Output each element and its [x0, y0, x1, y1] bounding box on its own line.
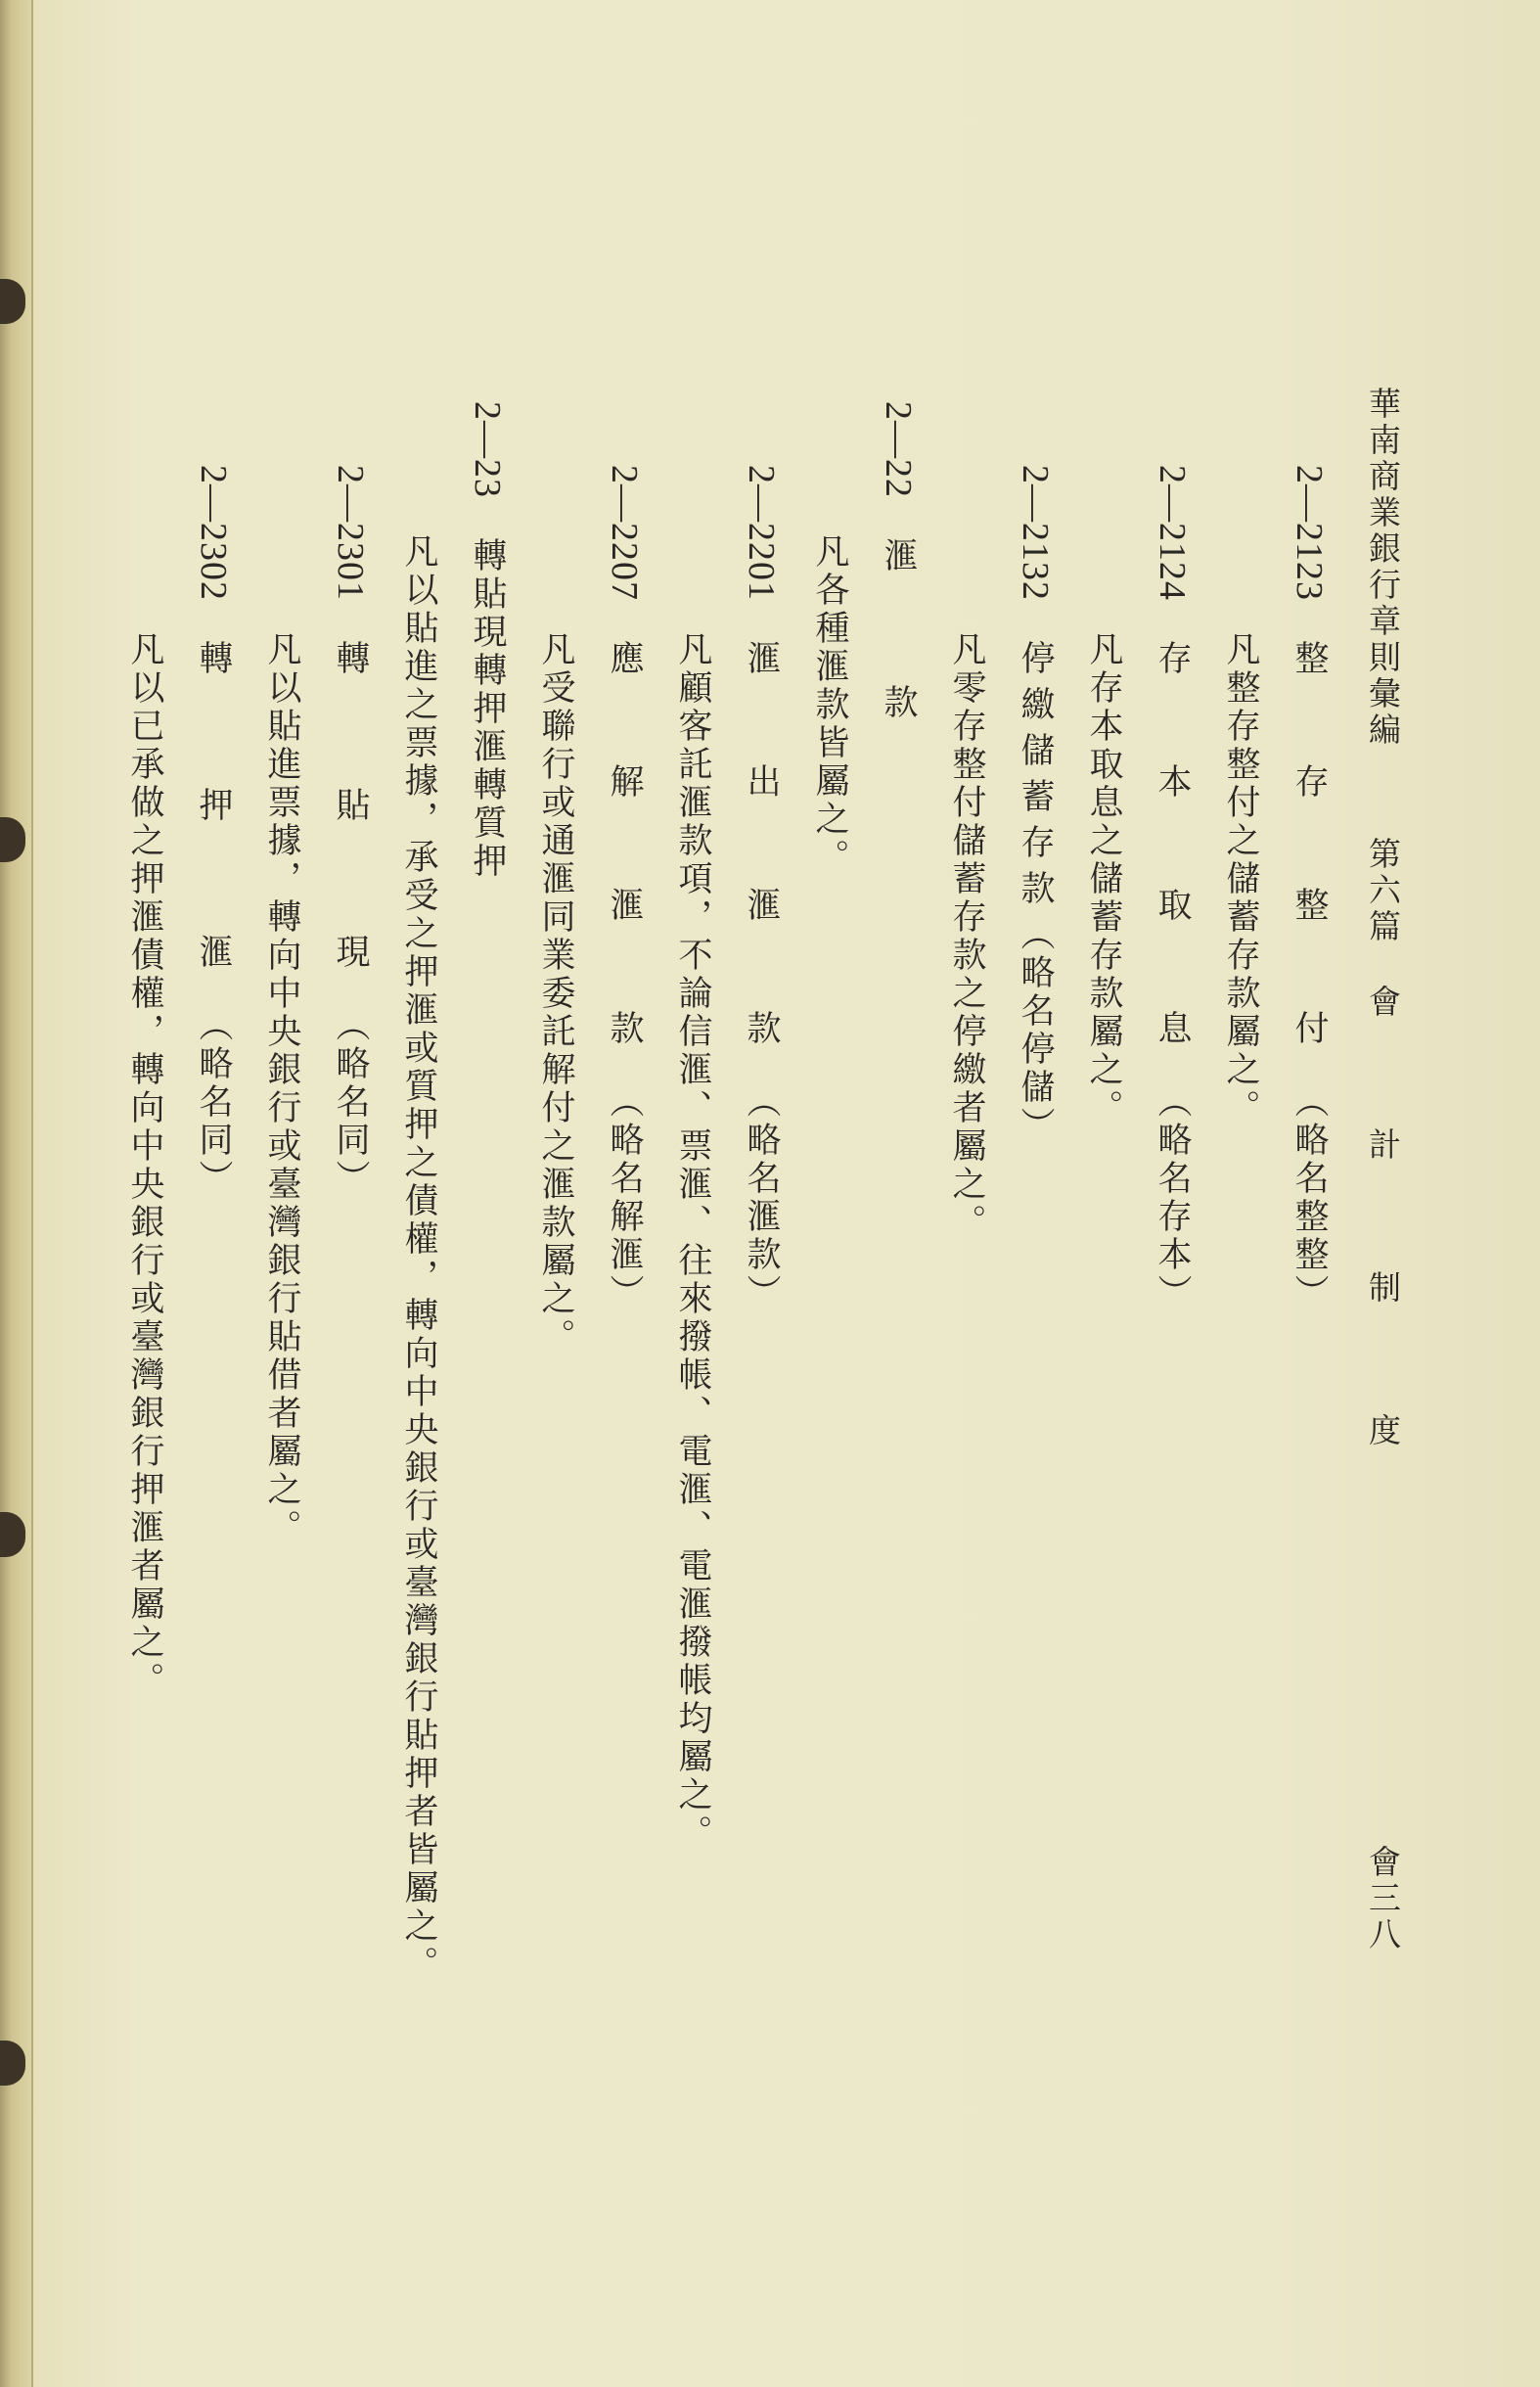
page-number: 會三八 [1364, 1845, 1402, 1953]
account-code: 2—2302 [193, 465, 234, 601]
spine-line [31, 0, 33, 2387]
account-title: 轉 貼 現 [331, 640, 370, 1007]
account-description: 凡各種滙款皆屬之。 [810, 533, 849, 877]
account-code: 2—2124 [1152, 465, 1193, 601]
account-abbrev: （略名整整） [1290, 1083, 1329, 1313]
account-description: 凡以貼進之票據，承受之押滙或質押之債權，轉向中央銀行或臺灣銀行貼押者皆屬之。 [399, 533, 438, 1984]
account-description: 凡顧客託滙款項，不論信滙、票滙、往來撥帳、電滙、電滙撥帳均屬之。 [673, 631, 712, 1853]
account-abbrev: （略名停儲） [1016, 916, 1055, 1145]
account-code: 2—2207 [604, 465, 645, 601]
entry-heading [465, 401, 510, 881]
account-title: 轉 押 滙 [194, 640, 233, 1007]
account-title: 存 本 取 息 [1153, 640, 1192, 1084]
entry-heading [1150, 465, 1195, 1312]
account-code: 2—23 [467, 401, 508, 498]
running-header [1360, 387, 1405, 1485]
account-abbrev: （略名滙款） [742, 1083, 781, 1313]
account-description: 凡零存整付儲蓄存款之停繳者屬之。 [947, 631, 986, 1242]
account-description: 凡受聯行或通滙同業委託解付之滙款屬之。 [536, 631, 575, 1356]
entry-heading [191, 465, 236, 1198]
account-title: 停繳儲蓄存款 [1016, 640, 1055, 916]
account-description: 凡存本取息之儲蓄存款屬之。 [1084, 631, 1123, 1127]
account-title: 滙 出 滙 款 [742, 640, 781, 1084]
entry-heading [1013, 465, 1058, 1145]
account-title: 應 解 滙 款 [605, 640, 644, 1084]
account-code: 2—2201 [741, 465, 782, 601]
account-code: 2—2123 [1289, 465, 1330, 601]
account-description: 凡以貼進票據，轉向中央銀行或臺灣銀行貼借者屬之。 [262, 631, 301, 1547]
account-title: 整 存 整 付 [1290, 640, 1329, 1084]
account-abbrev: （略名同） [194, 1007, 233, 1198]
chapter-label: 第六篇 [1364, 837, 1402, 945]
account-code: 2—2132 [1015, 465, 1056, 601]
account-abbrev: （略名同） [331, 1007, 370, 1198]
account-abbrev: （略名解滙） [605, 1083, 644, 1313]
entry-heading [876, 401, 921, 757]
account-title: 滙 款 [879, 537, 918, 757]
entry-heading [739, 465, 784, 1312]
account-description: 凡整存整付之儲蓄存款屬之。 [1221, 631, 1260, 1127]
entry-heading [1287, 465, 1332, 1312]
account-description: 凡以已承做之押滙債權，轉向中央銀行或臺灣銀行押滙者屬之。 [125, 631, 164, 1700]
binding-edge [0, 0, 33, 2387]
account-code: 2—22 [878, 401, 919, 498]
entry-heading [602, 465, 647, 1312]
section-title: 會 計 制 度 [1364, 985, 1402, 1485]
account-title: 轉貼現轉押滙轉質押 [468, 537, 507, 881]
book-title: 華南商業銀行章則彙編 [1364, 387, 1402, 749]
account-code: 2—2301 [330, 465, 371, 601]
account-abbrev: （略名存本） [1153, 1083, 1192, 1313]
entry-heading [328, 465, 373, 1198]
